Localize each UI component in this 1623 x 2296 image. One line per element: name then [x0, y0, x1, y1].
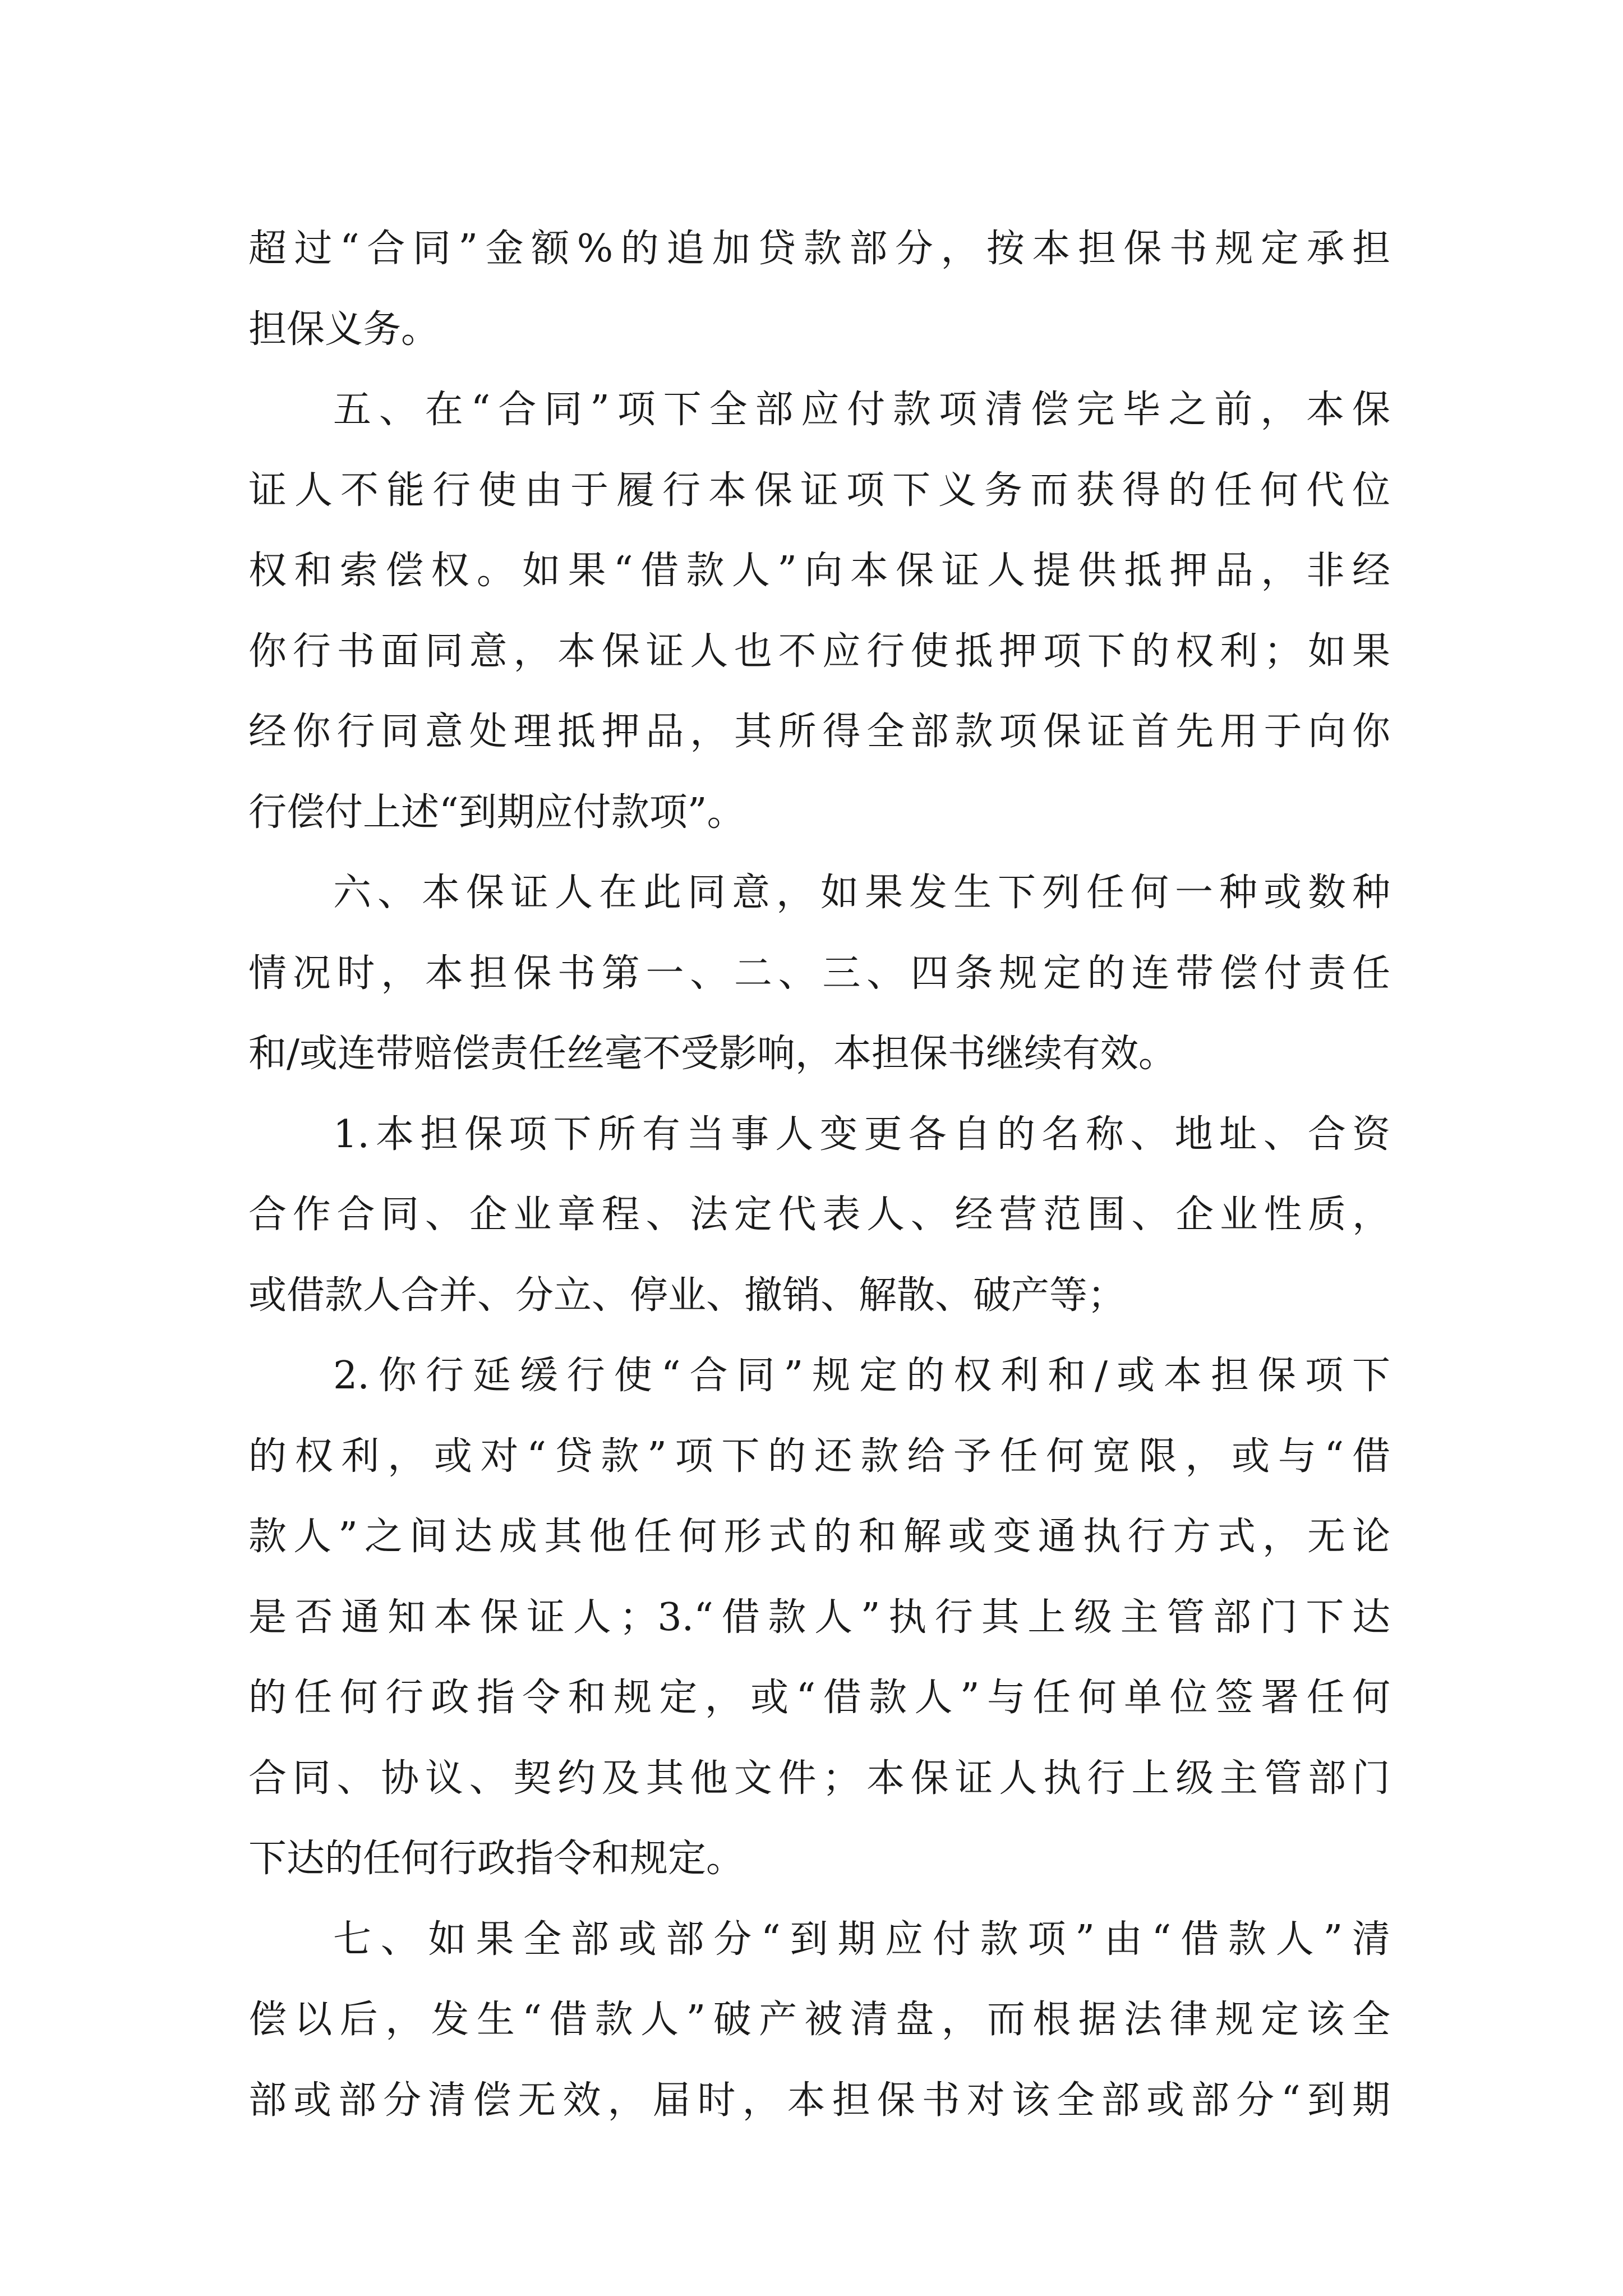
text-line: 的任何行政指令和规定，或“借款人”与任何单位签署任何: [248, 1676, 1390, 1720]
text-line: 经你行同意处理抵押品，其所得全部款项保证首先用于向你: [248, 710, 1390, 754]
text-line: 担保义务。: [248, 307, 440, 352]
text-line: 或借款人合并、分立、停业、撤销、解散、破产等；: [248, 1273, 1126, 1318]
text-line: 权和索偿权。如果“借款人”向本保证人提供抵押品，非经: [248, 549, 1390, 593]
paragraph-start-line: 五、在“合同”项下全部应付款项清偿完毕之前，本保: [333, 388, 1390, 432]
paragraph-start-line: 六、本保证人在此同意，如果发生下列任何一种或数种: [333, 871, 1390, 915]
text-line: 行偿付上述“到期应付款项”。: [248, 790, 745, 835]
text-line: 下达的任何行政指令和规定。: [248, 1837, 745, 1881]
text-line: 的权利，或对“贷款”项下的还款给予任何宽限，或与“借: [248, 1434, 1390, 1479]
text-line: 超过“合同”金额%的追加贷款部分，按本担保书规定承担: [248, 227, 1390, 271]
text-line: 款人”之间达成其他任何形式的和解或变通执行方式，无论: [248, 1515, 1390, 1559]
text-line: 合作合同、企业章程、法定代表人、经营范围、企业性质，: [248, 1193, 1390, 1237]
text-line: 情况时，本担保书第一、二、三、四条规定的连带偿付责任: [248, 951, 1390, 996]
text-line: 你行书面同意，本保证人也不应行使抵押项下的权利；如果: [248, 629, 1390, 674]
text-line: 是否通知本保证人；3.“借款人”执行其上级主管部门下达: [248, 1595, 1390, 1640]
text-line: 和/或连带赔偿责任丝毫不受影响，本担保书继续有效。: [248, 1032, 1177, 1076]
paragraph-start-line: 七、如果全部或部分“到期应付款项”由“借款人”清: [333, 1917, 1390, 1962]
text-line: 合同、协议、契约及其他文件；本保证人执行上级主管部门: [248, 1756, 1390, 1801]
text-line: 偿以后，发生“借款人”破产被清盘，而根据法律规定该全: [248, 1998, 1390, 2042]
text-line: 部或部分清偿无效，届时，本担保书对该全部或部分“到期: [248, 2078, 1390, 2123]
document-body: [248, 209, 1390, 2141]
paragraph-start-line: 1.本担保项下所有当事人变更各自的名称、地址、合资: [333, 1112, 1390, 1157]
paragraph-start-line: 2.你行延缓行使“合同”规定的权利和/或本担保项下: [333, 1354, 1390, 1398]
text-line: 证人不能行使由于履行本保证项下义务而获得的任何代位: [248, 468, 1390, 513]
